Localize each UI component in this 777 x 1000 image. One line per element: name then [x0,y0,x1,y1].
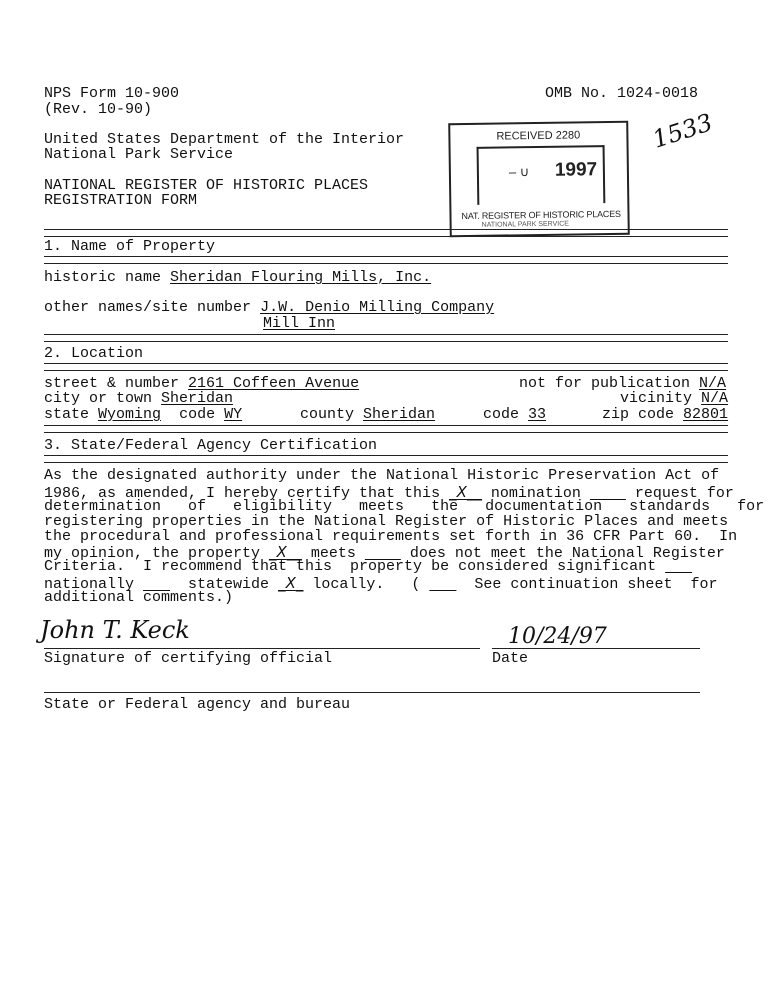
certification-text: does not meet the National Register [400,545,725,562]
signature-date: 10/24/97 [508,624,607,649]
county-value: Sheridan [363,406,436,423]
vicinity-row [620,391,728,407]
section-separator [44,229,728,237]
vicinity-value: N/A [701,390,729,407]
agency-line [44,692,700,693]
county-code-label: code [483,406,520,423]
form-revision: (Rev. 10-90) [44,101,153,118]
stamp-date: 1997 [554,159,598,181]
state-value: Wyoming [98,406,162,423]
other-names-label: other names/site number [44,299,252,316]
state-code-label: code [179,406,216,423]
other-name-2: Mill Inn [263,315,336,332]
agency-line-2: National Park Service [44,146,234,163]
section-separator [44,425,728,433]
certification-line-5: the procedural and professional requirements set forth in 36 CFR Part 60. In [44,528,738,545]
continuation-blank [429,576,456,593]
meets-checkmark: _X__ [269,543,302,561]
certification-text: my opinion, the property [44,545,270,562]
historic-name-label: historic name [44,269,162,286]
zip-row [602,407,728,423]
county-label: county [300,406,355,423]
state-code-value: WY [224,406,243,423]
section-separator [44,455,728,463]
vicinity-label: vicinity [620,390,693,407]
certification-text: locally. ( [303,576,430,593]
form-title-line-2: REGISTRATION FORM [44,192,198,209]
certification-line-3: determination of eligibility meets the documentation standards for [44,498,765,515]
stamp-subtext: NATIONAL PARK SERVICE [481,220,569,229]
state-label: state [44,406,90,423]
certification-text: nationally [44,576,144,593]
handwritten-number: 1533 [649,108,716,154]
certification-line-4: registering properties in the National Register of Historic Places and meets [44,513,729,530]
certification-text: meets [301,545,365,562]
zip-label: zip code [602,406,675,423]
stamp-received-text: RECEIVED 2280 [496,129,581,143]
date-label: Date [492,650,529,667]
received-stamp [448,121,630,238]
omb-number: OMB No. 1024-0018 [545,85,699,102]
section-separator [44,363,728,371]
street-value: 2161 Coffeen Avenue [188,375,360,392]
certification-text: request for [625,485,734,502]
signature-line [44,648,480,649]
official-signature: John T. Keck [40,616,190,644]
locally-checkmark: _X_ [278,574,304,592]
historic-name-row [44,270,431,286]
signature-label: Signature of certifying official [44,650,333,667]
agency-line-1: United States Department of the Interior [44,131,405,148]
certification-line-7 [44,559,692,575]
certification-line-1: As the designated authority under the National Historic Preservation Act of [44,467,720,484]
section-1-heading: 1. Name of Property [44,238,216,255]
city-value: Sheridan [161,390,234,407]
form-number: NPS Form 10-900 [44,85,180,102]
zip-value: 82801 [683,406,729,423]
other-names-row [44,300,494,316]
not-for-publication-label: not for publication [519,375,691,392]
city-row [44,391,233,407]
section-2-heading: 2. Location [44,345,144,362]
county-code-row [483,407,546,423]
certification-text: See continuation sheet for [456,576,718,593]
nationally-blank [665,558,692,575]
state-row [44,407,242,423]
agency-label: State or Federal agency and bureau [44,696,351,713]
certification-text: statewide [170,576,279,593]
street-label: street & number [44,375,180,392]
certification-text: 1986, as amended, I hereby certify that this [44,485,450,502]
county-code-value: 33 [528,406,547,423]
stamp-date-dash: – ∪ [508,164,530,180]
county-row [300,407,435,423]
date-line [492,648,700,649]
form-title-line-1: NATIONAL REGISTER OF HISTORIC PLACES [44,177,369,194]
city-label: city or town [44,390,153,407]
stamp-bottom-text: NAT. REGISTER OF HISTORIC PLACES [461,208,621,222]
section-3-heading: 3. State/Federal Agency Certification [44,437,378,454]
other-name-1: J.W. Denio Milling Company [260,299,495,316]
certification-line-9: additional comments.) [44,589,234,606]
section-separator [44,334,728,342]
nomination-checkmark: _X__ [449,483,482,501]
certification-text: nomination [481,485,590,502]
section-separator [44,256,728,264]
historic-name-value: Sheridan Flouring Mills, Inc. [170,269,432,286]
not-for-publication-value: N/A [699,375,727,392]
certification-text: Criteria. I recommend that this property be considered significant [44,558,666,575]
